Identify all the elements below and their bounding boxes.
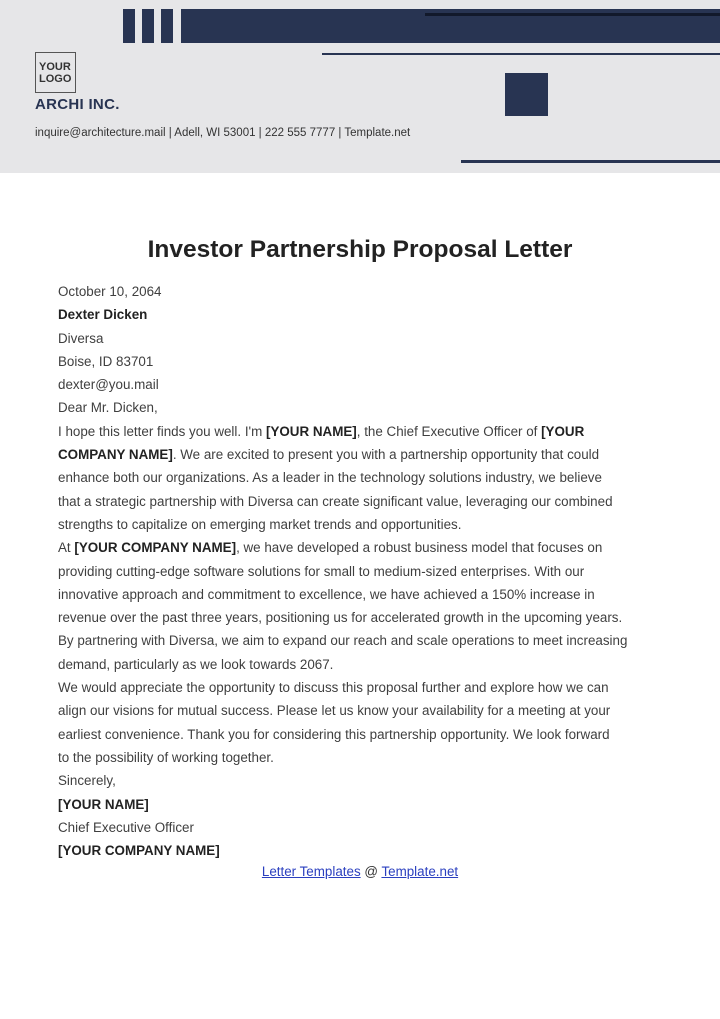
letterhead — [0, 0, 720, 173]
paragraph-2-line-1: At [YOUR COMPANY NAME], we have developed a robust business model that focuses on — [58, 540, 603, 556]
letter-date: October 10, 2064 — [58, 284, 162, 299]
decor-square — [505, 73, 548, 116]
footer-separator: @ — [360, 864, 382, 879]
decor-bar-3 — [161, 9, 173, 43]
logo-line-1: YOUR — [39, 60, 71, 73]
signer-title: Chief Executive Officer — [58, 819, 194, 835]
company-name: ARCHI INC. — [35, 96, 120, 113]
placeholder-your-name: [YOUR NAME] — [265, 423, 357, 439]
contact-info: inquire@architecture.mail | Adell, WI 53001 | 222 555 7777 | Template.net — [35, 127, 411, 139]
recipient-email: dexter@you.mail — [58, 377, 159, 393]
logo-line-2: LOGO — [39, 72, 72, 85]
paragraph-3-line-1: We would appreciate the opportunity to discuss this proposal further and explore how we can — [58, 680, 609, 696]
letter-title: Investor Partnership Proposal Letter — [147, 236, 573, 263]
placeholder-company-name: [YOUR COMPANY NAME] — [74, 540, 237, 556]
paragraph-1-line-2: COMPANY NAME]. We are excited to present you with a partnership opportunity that could — [58, 447, 600, 463]
paragraph-1-line-1: I hope this letter finds you well. I'm [YOUR NAME], the Chief Executive Officer of [YOUR — [58, 423, 585, 439]
signer-name: [YOUR NAME] — [58, 796, 149, 812]
letter-body — [58, 280, 668, 862]
paragraph-3-line-3: earliest convenience. Thank you for considering this partnership opportunity. We look forward — [58, 726, 610, 742]
closing: Sincerely, — [58, 773, 116, 789]
footer-credit — [0, 864, 720, 879]
paragraph-3-line-2: align our visions for mutual success. Please let us know your availability for a meeting at your — [58, 703, 611, 719]
logo-placeholder — [35, 52, 76, 93]
paragraph-3-line-4: to the possibility of working together. — [58, 749, 274, 765]
paragraph-1-line-4: that a strategic partnership with Diversa can create significant value, leveraging our combined — [58, 493, 613, 509]
template-net-link[interactable]: Template.net — [381, 864, 459, 879]
recipient-company: Diversa — [58, 330, 104, 346]
signer-company: [YOUR COMPANY NAME] — [58, 843, 220, 859]
logo-text — [39, 61, 71, 85]
paragraph-2-line-5: By partnering with Diversa, we aim to expand our reach and scale operations to meet increasing — [58, 633, 628, 649]
paragraph-2-line-3: innovative approach and commitment to excellence, we have achieved a 150% increase in — [58, 586, 595, 602]
placeholder-company-name-part2: COMPANY NAME] — [58, 447, 173, 463]
letter-templates-link[interactable]: Letter Templates — [261, 864, 361, 879]
paragraph-1-line-3: enhance both our organizations. As a leader in the technology solutions industry, we believe — [58, 470, 602, 486]
salutation: Dear Mr. Dicken, — [58, 400, 158, 416]
paragraph-2-line-2: providing cutting-edge software solutions for small to medium-sized enterprises. With our — [58, 563, 585, 579]
paragraph-1-line-5: strengths to capitalize on emerging market trends and opportunities. — [58, 516, 462, 532]
decor-bar-2 — [142, 9, 154, 43]
decor-line-bottom — [461, 160, 720, 163]
decor-line-top — [425, 13, 720, 16]
decor-line-mid — [322, 53, 720, 55]
recipient-name: Dexter Dicken — [58, 307, 148, 323]
placeholder-company-name-part1: [YOUR — [541, 423, 585, 439]
recipient-address: Boise, ID 83701 — [58, 353, 154, 369]
paragraph-2-line-6: demand, particularly as we look towards 2067. — [58, 656, 334, 672]
decor-bar-1 — [123, 9, 135, 43]
paragraph-2-line-4: revenue over the past three years, positioning us for accelerated growth in the upcoming years. — [58, 610, 623, 626]
